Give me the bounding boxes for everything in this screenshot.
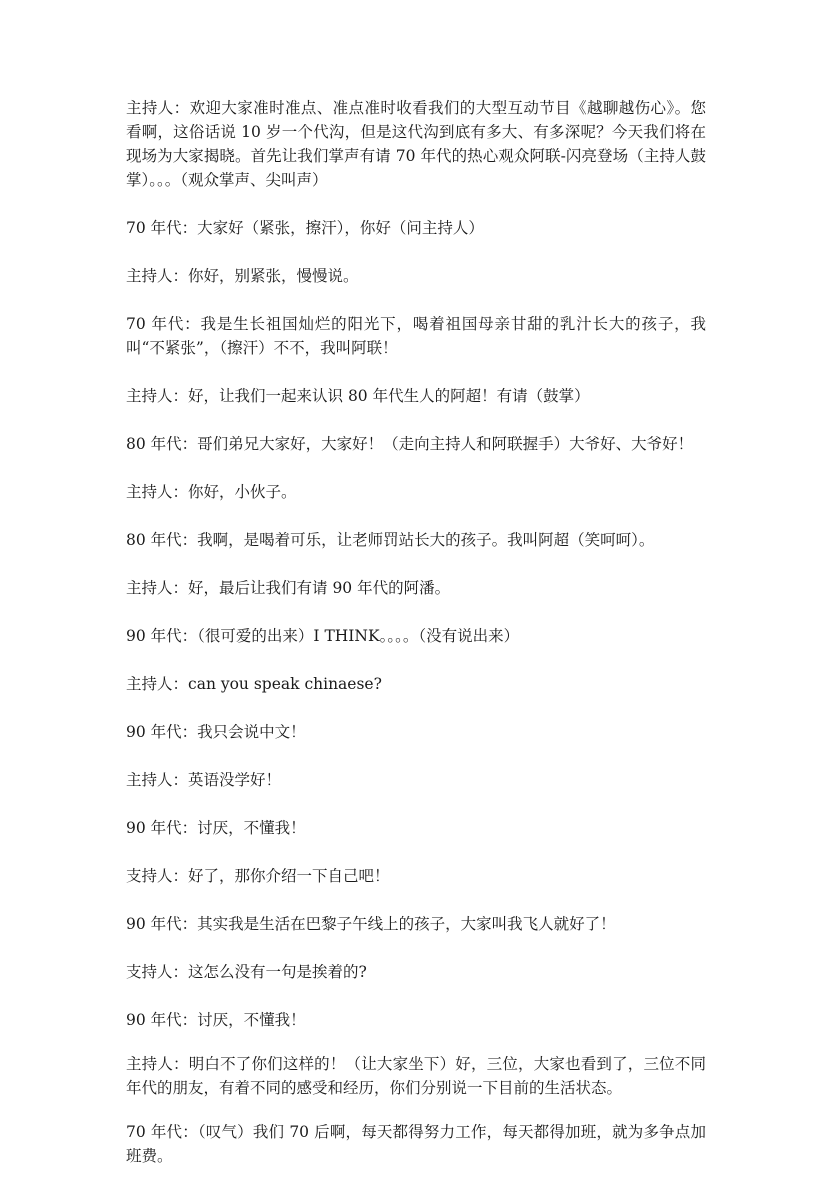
speaker-label: 主持人： — [126, 483, 189, 501]
dialogue-paragraph — [126, 624, 706, 648]
dialogue-text: 明白不了你们这样的！（让大家坐下）好，三位，大家也看到了，三位不同年代的朋友，有着不同的感受和经历，你们分别说一下目前的生活状态。 — [126, 1055, 706, 1097]
dialogue-paragraph — [126, 816, 706, 840]
dialogue-text: 这怎么没有一句是挨着的? — [188, 963, 367, 981]
speaker-label: 70 年代： — [126, 219, 198, 237]
dialogue-text: 我啊，是喝着可乐，让老师罚站长大的孩子。我叫阿超（笑呵呵）。 — [197, 531, 655, 549]
speaker-label: 主持人： — [126, 579, 189, 597]
dialogue-paragraph — [126, 1120, 706, 1168]
speaker-label: 70 年代： — [126, 1123, 198, 1141]
dialogue-text: 我只会说中文！ — [197, 723, 306, 741]
speaker-label: 90 年代： — [126, 915, 198, 933]
dialogue-text: 哥们弟兄大家好，大家好！（走向主持人和阿联握手）大爷好、大爷好！ — [197, 435, 694, 453]
speaker-label: 主持人： — [126, 771, 189, 789]
dialogue-paragraph — [126, 912, 706, 936]
dialogue-text: can you speak chinaese? — [188, 675, 382, 693]
speaker-label: 70 年代： — [126, 315, 201, 333]
speaker-label: 支持人： — [126, 963, 189, 981]
dialogue-paragraph — [126, 768, 706, 792]
dialogue-text: 好，让我们一起来认识 80 年代生人的阿超！有请（鼓掌） — [188, 387, 590, 405]
dialogue-paragraph — [126, 1008, 706, 1032]
dialogue-text: 你好，小伙子。 — [188, 483, 297, 501]
speaker-label: 支持人： — [126, 867, 189, 885]
speaker-label: 主持人： — [126, 267, 189, 285]
dialogue-paragraph — [126, 432, 706, 456]
dialogue-paragraph — [126, 720, 706, 744]
dialogue-paragraph — [126, 528, 706, 552]
speaker-label: 主持人： — [126, 675, 189, 693]
speaker-label: 80 年代： — [126, 435, 198, 453]
dialogue-paragraph — [126, 960, 706, 984]
dialogue-text: 你好，别紧张，慢慢说。 — [188, 267, 359, 285]
dialogue-paragraph — [126, 96, 706, 192]
speaker-label: 90 年代： — [126, 627, 198, 645]
dialogue-paragraph — [126, 672, 706, 696]
speaker-label: 80 年代： — [126, 531, 198, 549]
speaker-label: 主持人： — [126, 387, 189, 405]
dialogue-text: （很可爱的出来）I THINK。。。。（没有说出来） — [197, 627, 520, 645]
speaker-label: 主持人： — [126, 99, 190, 117]
dialogue-paragraph — [126, 1052, 706, 1100]
dialogue-paragraph — [126, 312, 706, 360]
speaker-label: 90 年代： — [126, 1011, 198, 1029]
dialogue-paragraph — [126, 480, 706, 504]
dialogue-text: 我是生长祖国灿烂的阳光下，喝着祖国母亲甘甜的乳汁长大的孩子，我叫“不紧张”，（擦汗）不不，我叫阿联！ — [126, 315, 706, 357]
dialogue-paragraph — [126, 864, 706, 888]
speaker-label: 主持人： — [126, 1055, 189, 1073]
dialogue-text: 欢迎大家准时准点、准点准时收看我们的大型互动节目《越聊越伤心》。您看啊，这俗话说 10 岁一个代沟，但是这代沟到底有多大、有多深呢？今天我们将在现场为大家揭晓。首先让我们掌声有请 70 年代的热心观众阿联-闪亮登场（主持人鼓掌）。。。（观众掌声、尖叫声） — [126, 99, 706, 189]
dialogue-text: 其实我是生活在巴黎子午线上的孩子，大家叫我飞人就好了！ — [197, 915, 616, 933]
speaker-label: 90 年代： — [126, 723, 198, 741]
dialogue-paragraph — [126, 576, 706, 600]
speaker-label: 90 年代： — [126, 819, 198, 837]
dialogue-text: 讨厌，不懂我！ — [197, 819, 306, 837]
dialogue-text: 大家好（紧张，擦汗），你好（问主持人） — [197, 219, 484, 237]
dialogue-text: 好了，那你介绍一下自己吧！ — [188, 867, 390, 885]
script-body — [126, 96, 706, 1192]
dialogue-text: 好，最后让我们有请 90 年代的阿潘。 — [188, 579, 451, 597]
dialogue-paragraph — [126, 216, 706, 240]
dialogue-paragraph — [126, 384, 706, 408]
dialogue-paragraph — [126, 264, 706, 288]
dialogue-text: 英语没学好！ — [188, 771, 282, 789]
dialogue-text: 讨厌，不懂我！ — [197, 1011, 306, 1029]
dialogue-text: （叹气）我们 70 后啊，每天都得努力工作，每天都得加班，就为多争点加班费。 — [126, 1123, 706, 1165]
